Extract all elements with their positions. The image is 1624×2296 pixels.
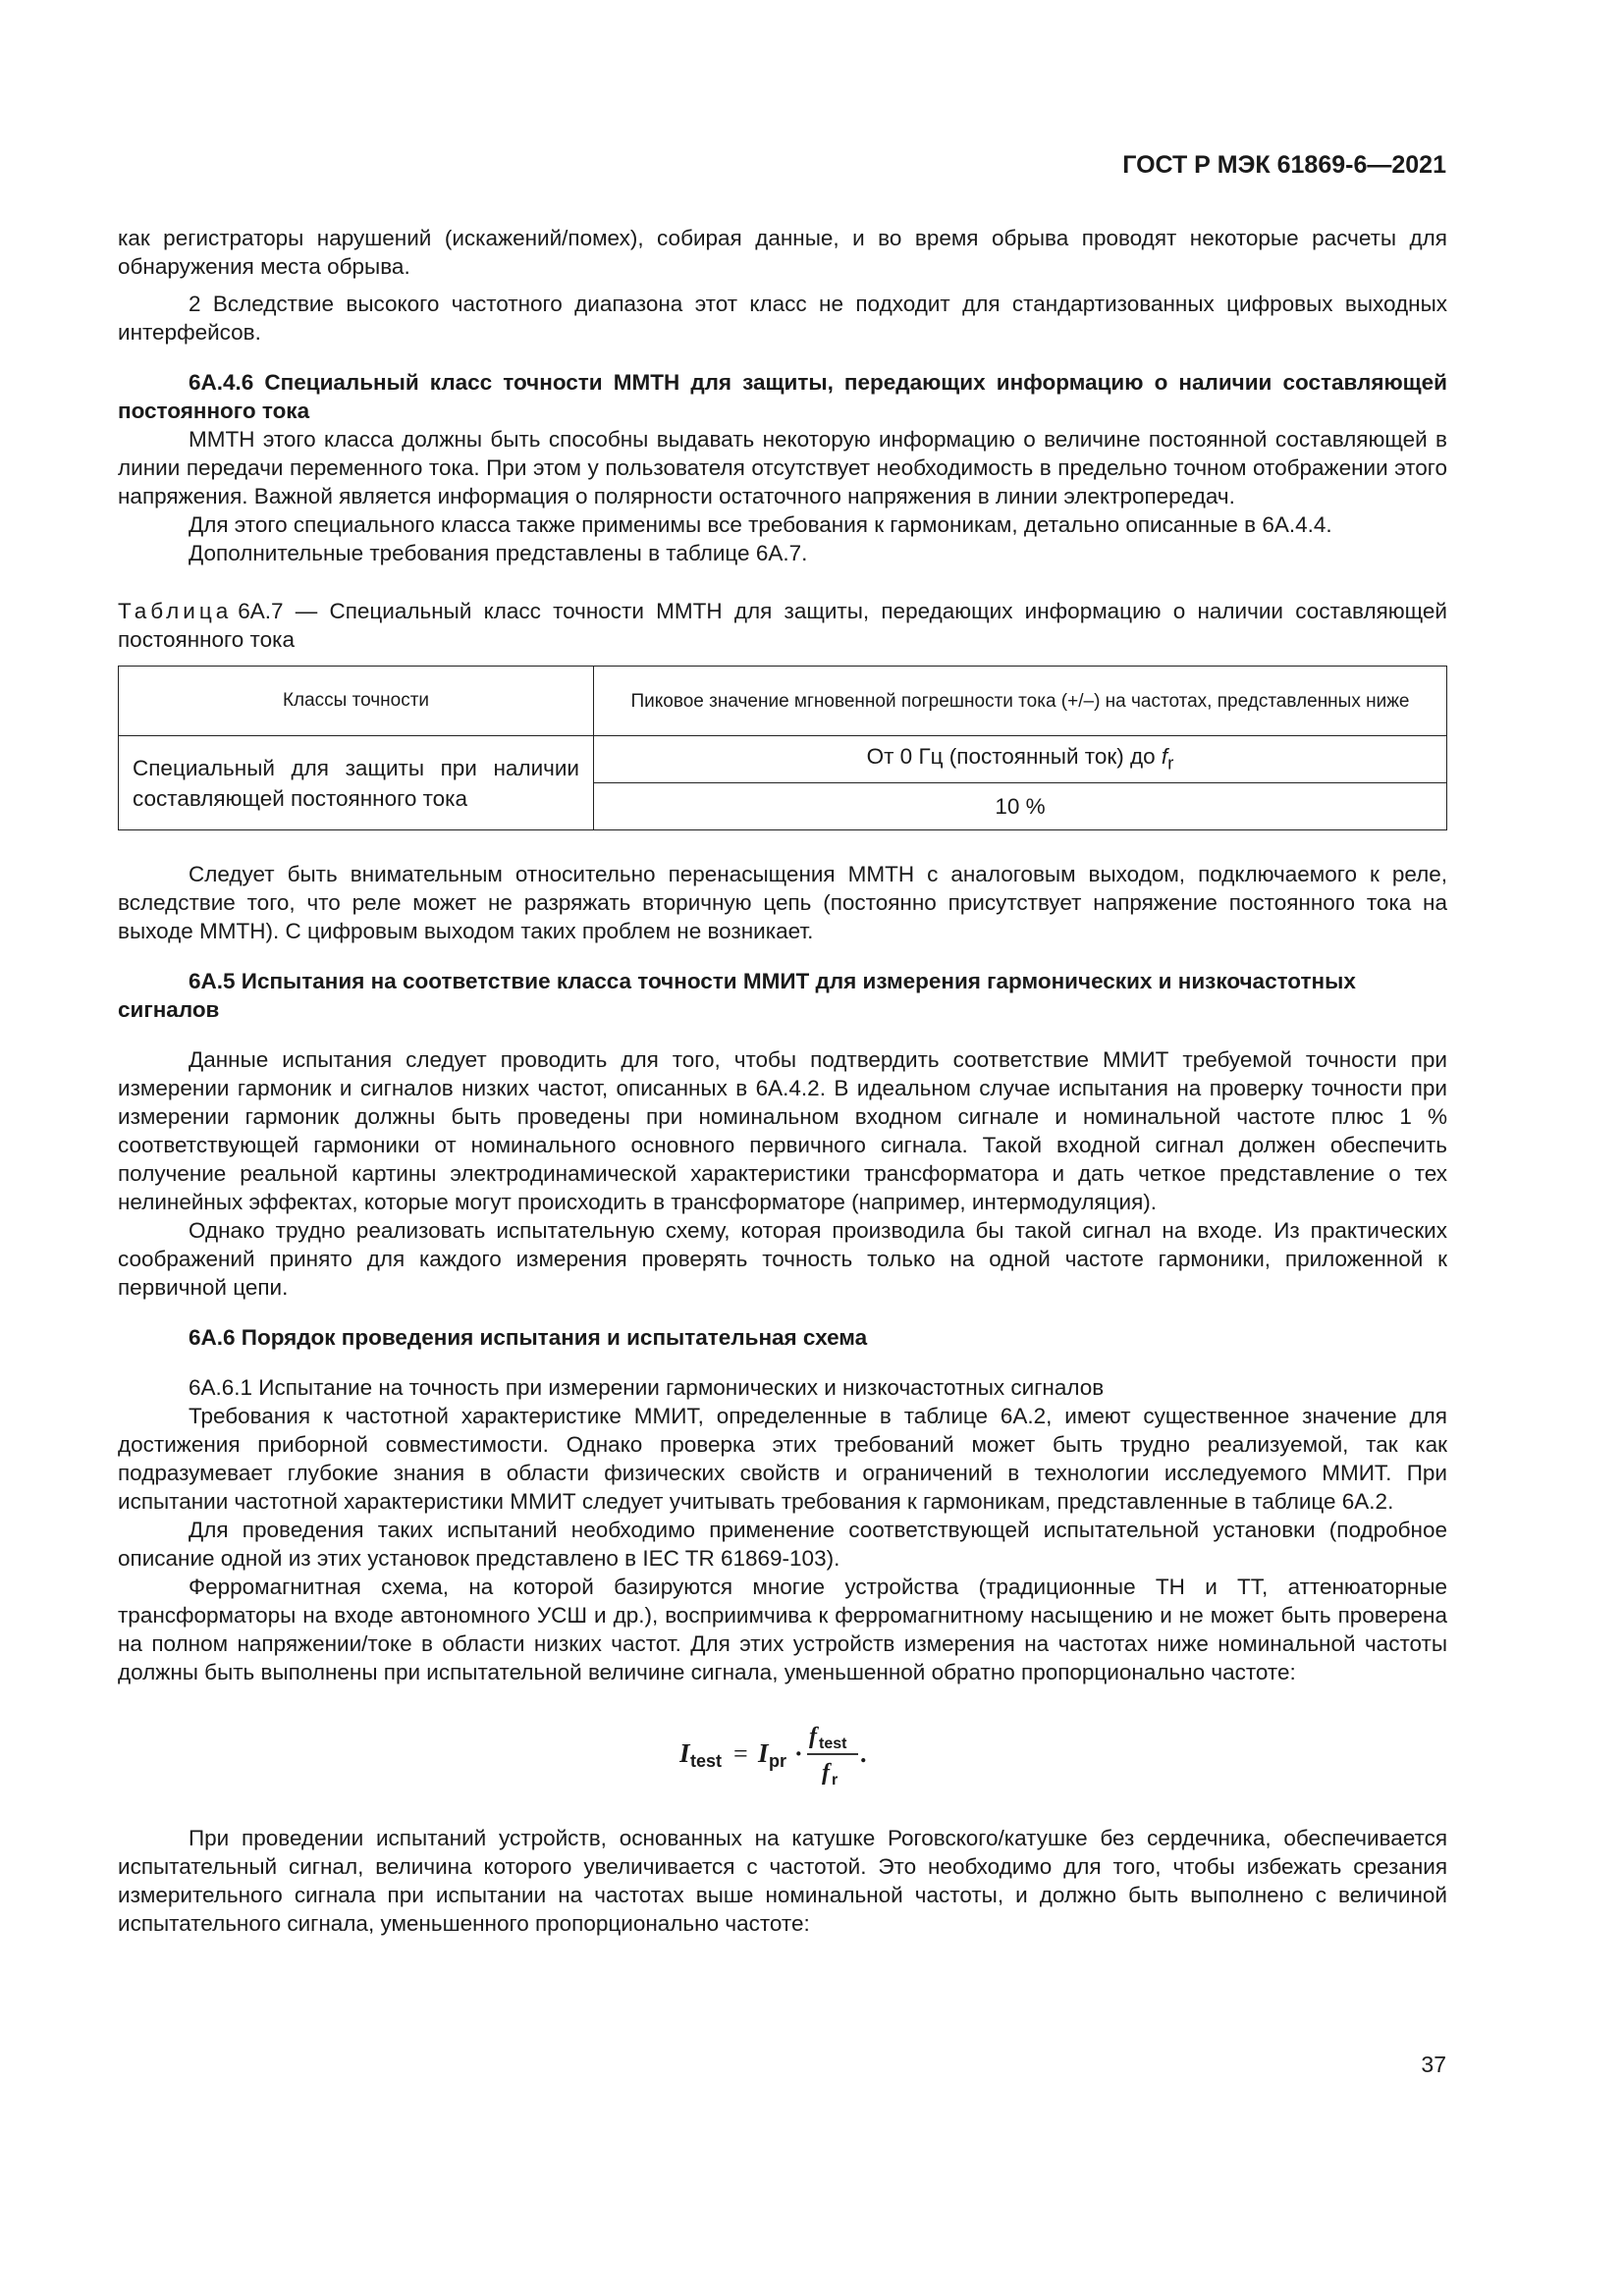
paragraph: Требования к частотной характеристике ММИТ, определенные в таблице 6А.2, имеют существенное значение для достижения приборной совместимости. Однако проверка этих требований может быть трудно реализуемой, так как подразумевает глубокие знания в области физических свойств и ограничений в технологии исследуемого ММИТ. При испытании частотной характеристики ММИТ следует учитывать требования к гармоникам, представленные в таблице 6А.2. bbox=[118, 1404, 1447, 1514]
frequency-text: От 0 Гц (постоянный ток) до bbox=[866, 743, 1162, 769]
formula-numerator-sub: test bbox=[819, 1735, 847, 1752]
table-cell-value: 10 % bbox=[594, 783, 1447, 830]
paragraph: Дополнительные требования представлены в таблице 6А.7. bbox=[189, 541, 808, 565]
formula-rhs-sub: pr bbox=[769, 1751, 786, 1771]
document-body bbox=[118, 224, 1447, 1938]
table-cell-frequency bbox=[594, 736, 1447, 783]
section-heading-6a6: 6А.6 Порядок проведения испытания и испытательная схема bbox=[189, 1325, 868, 1350]
paragraph: Данные испытания следует проводить для того, чтобы подтвердить соответствие ММИТ требуемой точности при измерении гармоник и сигналов низких частот, описанных в 6А.4.2. В идеальном случае испытания на проверку точности при измерении гармоник должны быть проведены при номинальном входном сигнале и номинальной частоте плюс 1 % соответствующей гармоники от номинального основного первичного сигнала. Такой входной сигнал должен обеспечить получение реальной картины электродинамической характеристики трансформатора и дать четкое представление о тех нелинейных эффектах, которые могут происходить в трансформаторе (например, интермодуляция). bbox=[118, 1047, 1447, 1214]
table-caption bbox=[118, 597, 1447, 654]
section-heading-6a5: 6А.5 Испытания на соответствие класса точности ММИТ для измерения гармонических и низкочастотных сигналов bbox=[118, 969, 1356, 1022]
paragraph: как регистраторы нарушений (искажений/помех), собирая данные, и во время обрыва проводят некоторые расчеты для обнаружения места обрыва. bbox=[118, 226, 1447, 279]
formula-svg bbox=[679, 1718, 886, 1790]
frequency-subscript: r bbox=[1167, 752, 1174, 774]
formula-denominator: f bbox=[822, 1760, 830, 1786]
document-id-header: ГОСТ Р МЭК 61869-6—2021 bbox=[1122, 151, 1446, 179]
frequency-symbol: f bbox=[1161, 743, 1168, 769]
paragraph: Для этого специального класса также применимы все требования к гармоникам, детально описанные в 6А.4.4. bbox=[189, 512, 1332, 537]
formula-lhs: I bbox=[679, 1738, 690, 1768]
formula-equals: = bbox=[733, 1739, 748, 1768]
table-caption-label: Таблица bbox=[118, 599, 233, 623]
subsection-title: 6А.6.1 Испытание на точность при измерении гармонических и низкочастотных сигналов bbox=[189, 1375, 1105, 1400]
paragraph: Для проведения таких испытаний необходимо применение соответствующей испытательной установки (подробное описание одной из этих установок представлено в IEC TR 61869-103). bbox=[118, 1518, 1447, 1571]
page-number: 37 bbox=[1421, 2052, 1446, 2077]
paragraph: Следует быть внимательным относительно перенасыщения ММТН с аналоговым выходом, подключаемого к реле, вследствие того, что реле может не разряжать вторичную цепь (постоянно присутствует напряжение постоянного тока на выходе ММТН). С цифровым выходом таких проблем не возникает. bbox=[118, 862, 1447, 943]
table-caption-text: 6А.7 — Специальный класс точности ММТН для защиты, передающих информацию о наличии составляющей постоянного тока bbox=[118, 599, 1447, 652]
table-header-peak-error: Пиковое значение мгновенной погрешности тока (+/–) на частотах, представленных ниже bbox=[594, 667, 1447, 736]
formula-dot: · bbox=[794, 1739, 803, 1768]
test-signal-formula bbox=[118, 1718, 1447, 1790]
table-cell-class: Специальный для защиты при наличии составляющей постоянного тока bbox=[119, 736, 594, 830]
paragraph: ММТН этого класса должны быть способны выдавать некоторую информацию о величине постоянной составляющей в линии передачи переменного тока. При этом у пользователя отсутствует необходимость в предельно точном отображении этого напряжения. Важной является информация о полярности остаточного напряжения в линии электропередач. bbox=[118, 427, 1447, 508]
formula-numerator: f bbox=[809, 1724, 817, 1749]
table-header-accuracy-class: Классы точности bbox=[119, 667, 594, 736]
paragraph: Однако трудно реализовать испытательную схему, которая производила бы такой сигнал на входе. Из практических соображений принято для каждого измерения проверять точность только на одной частоте гармоники, приложенной к первичной цепи. bbox=[118, 1218, 1447, 1300]
paragraph: Ферромагнитная схема, на которой базируются многие устройства (традиционные ТН и ТТ, аттенюаторные трансформаторы на входе автономного УСШ и др.), восприимчива к ферромагнитному насыщению и не может быть проверена на полном напряжении/токе в области низких частот. Для этих устройств измерения на частотах ниже номинальной частоты должны быть выполнены при испытательной величине сигнала, уменьшенной обратно пропорционально частоте: bbox=[118, 1575, 1447, 1684]
paragraph: При проведении испытаний устройств, основанных на катушке Роговского/катушке без сердечника, обеспечивается испытательный сигнал, величина которого увеличивается с частотой. Это необходимо для того, чтобы избежать срезания измерительного сигнала при испытании на частотах выше номинальной частоты, и должно быть выполнено с величиной испытательного сигнала, уменьшенного пропорционально частоте: bbox=[118, 1826, 1447, 1936]
accuracy-table bbox=[118, 666, 1447, 830]
section-heading-6a46: 6А.4.6 Специальный класс точности ММТН для защиты, передающих информацию о наличии составляющей постоянного тока bbox=[118, 370, 1447, 423]
formula-denominator-sub: r bbox=[832, 1772, 839, 1789]
formula-end: . bbox=[860, 1739, 867, 1768]
note-paragraph: 2 Вследствие высокого частотного диапазона этот класс не подходит для стандартизованных цифровых выходных интерфейсов. bbox=[118, 292, 1447, 345]
formula-rhs: I bbox=[758, 1738, 769, 1768]
formula-lhs-sub: test bbox=[690, 1751, 723, 1771]
